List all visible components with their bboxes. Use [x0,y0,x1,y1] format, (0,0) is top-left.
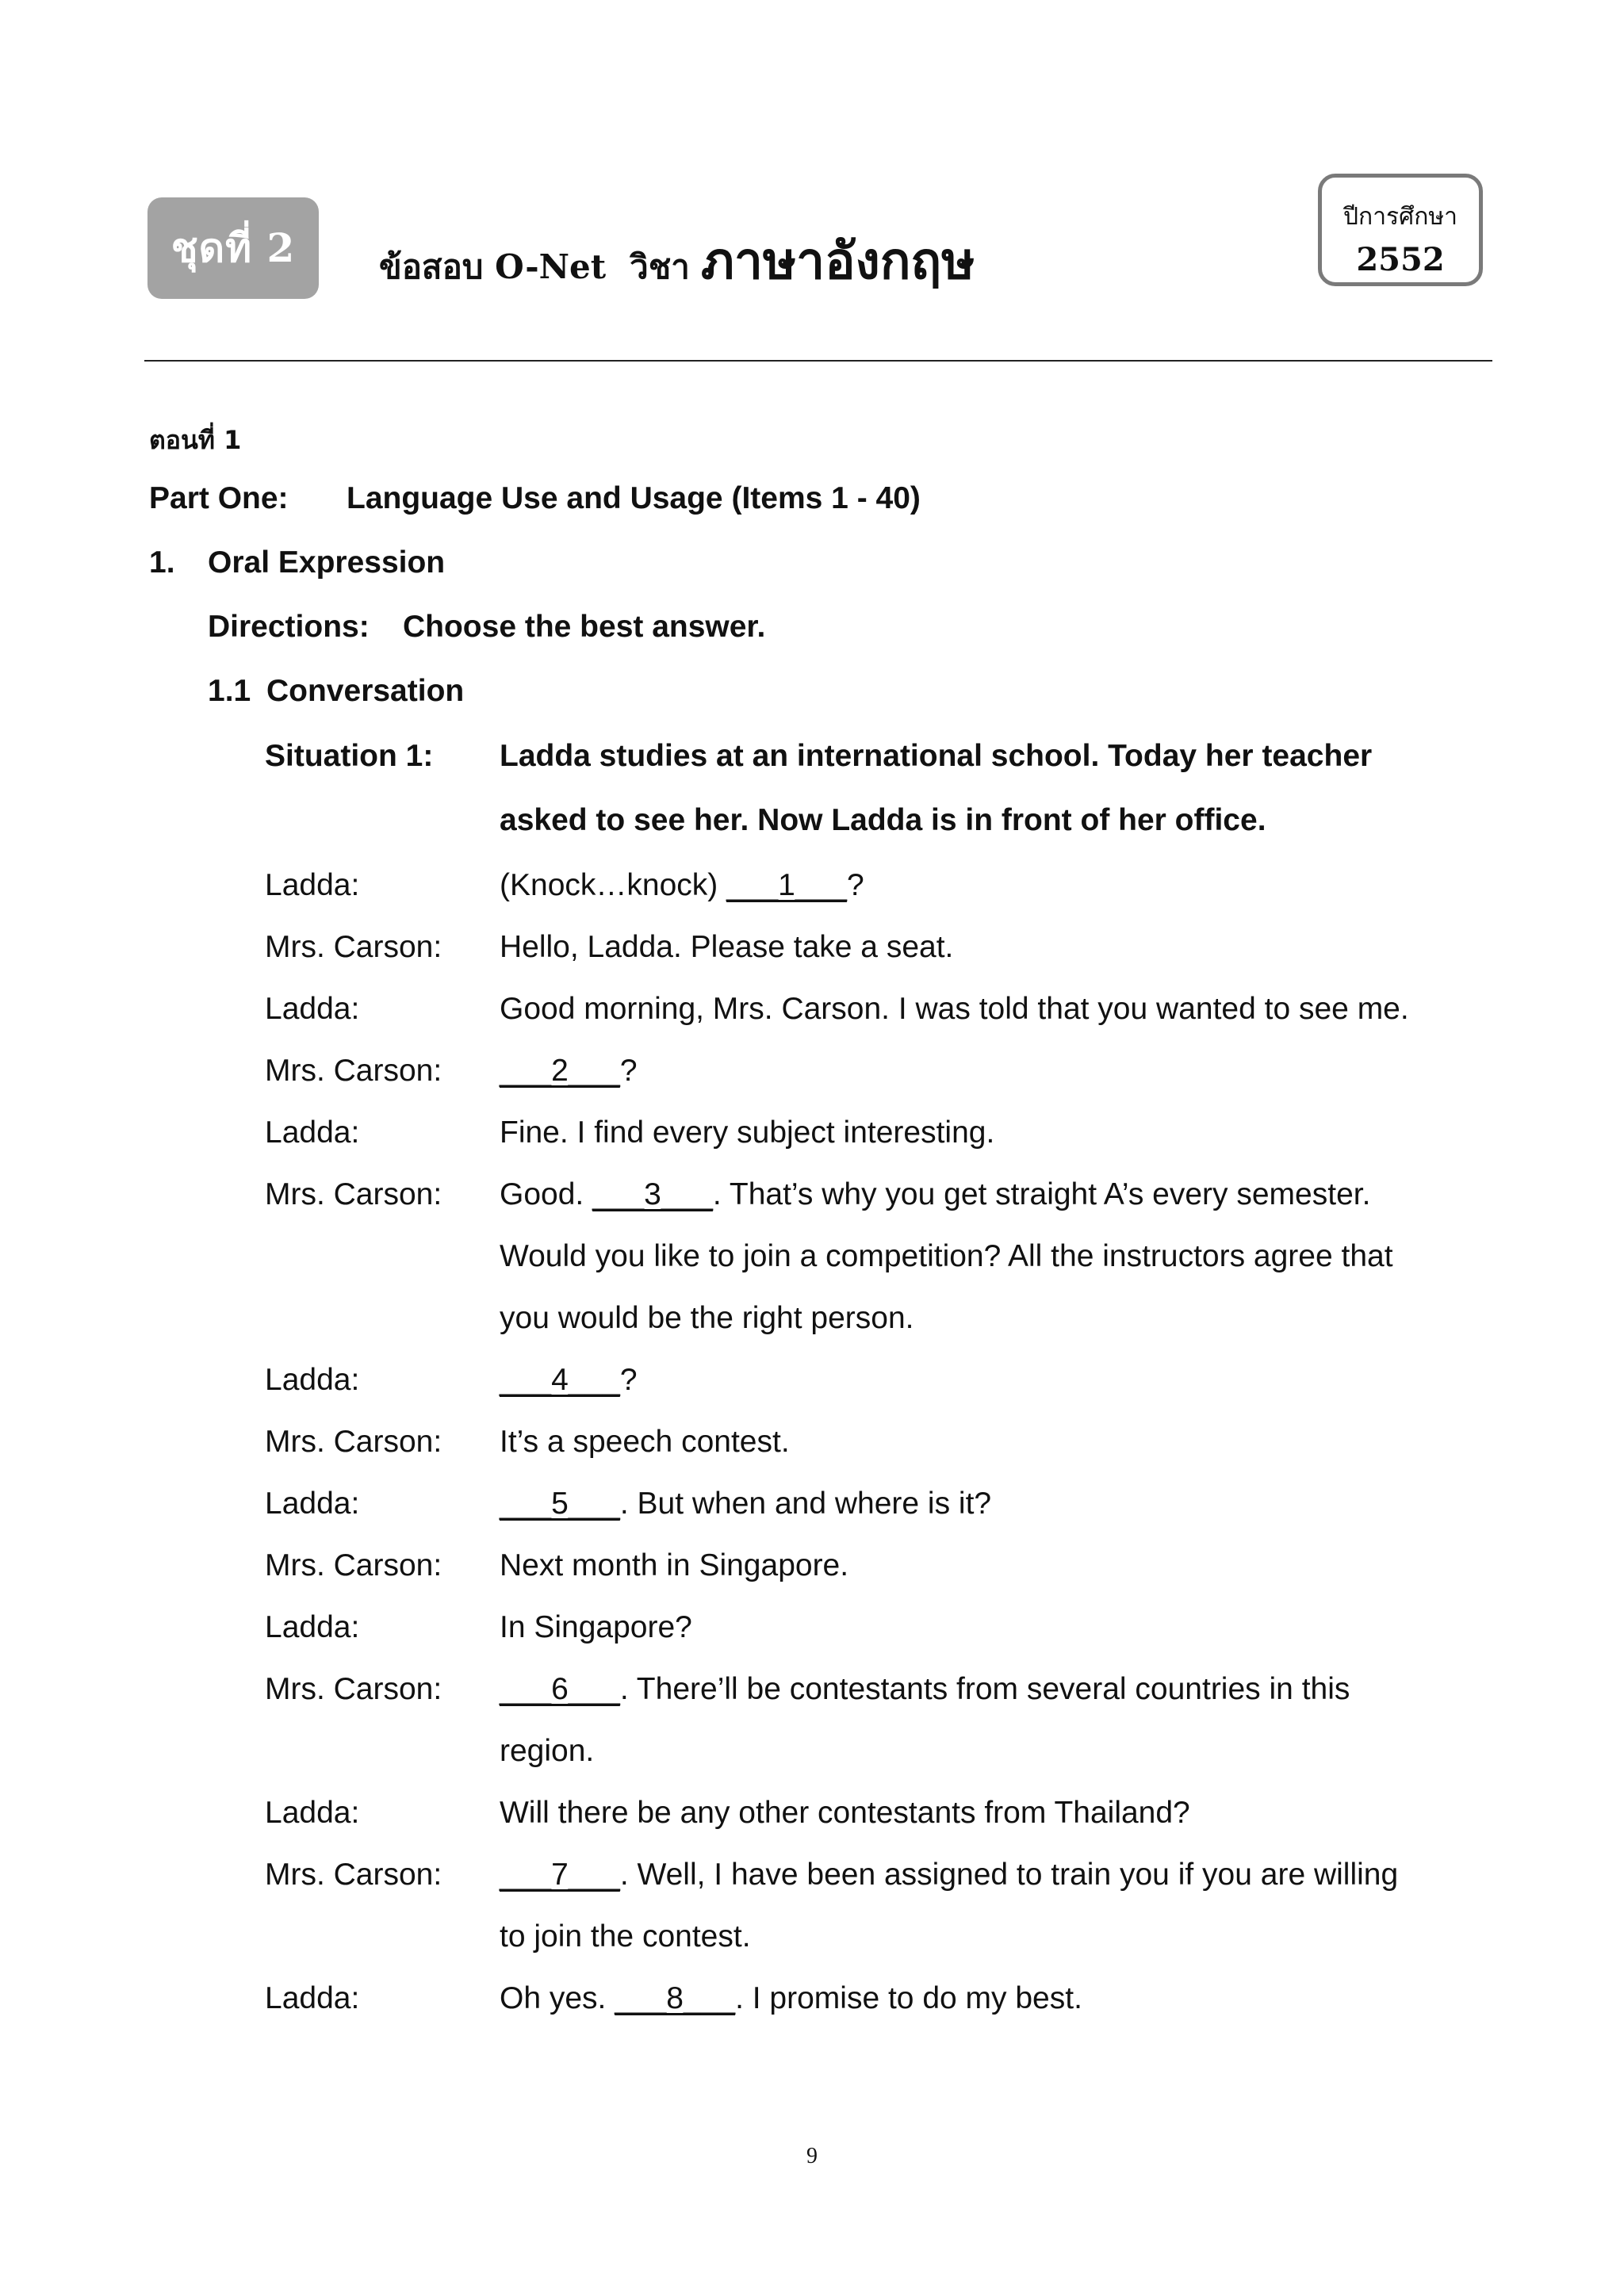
utterance: ___5___. But when and where is it? [500,1487,992,1521]
exam-title [379,220,975,300]
speaker-name: Ladda: [265,1796,360,1830]
thai-part-label: ตอนที่ 1 [149,425,242,455]
page-number: 9 [806,2144,818,2168]
utterance: ___2___? [500,1054,638,1088]
answer-blank-7: ___7___ [500,1858,620,1892]
utterance: In Singapore? [500,1610,692,1644]
academic-year-label: ปีการศึกษา [1343,203,1457,231]
subject-prefix: วิชา [630,247,690,286]
set-number-badge [147,197,319,299]
directions-text: Choose the best answer. [403,610,766,644]
set-number-label: ชุดที่ 2 [170,224,296,271]
speaker-name: Mrs. Carson: [265,1425,442,1459]
speaker-name: Mrs. Carson: [265,930,442,964]
utterance-continuation: Would you like to join a competition? All the instructors agree that [500,1239,1393,1273]
utterance: (Knock…knock) ___1___? [500,868,864,902]
utterance: It’s a speech contest. [500,1425,790,1459]
situation-text-line-2: asked to see her. Now Ladda is in front of her office. [500,803,1266,837]
item-number: 1. [149,545,175,580]
utterance: Hello, Ladda. Please take a seat. [500,930,954,964]
speaker-name: Mrs. Carson: [265,1858,442,1892]
speaker-name: Ladda: [265,992,360,1026]
answer-blank-5: ___5___ [500,1487,620,1521]
speaker-name: Ladda: [265,1363,360,1397]
item-title: Oral Expression [208,545,446,580]
speaker-name: Mrs. Carson: [265,1054,442,1088]
subsection-title: Conversation [266,674,465,708]
speaker-name: Ladda: [265,1981,360,2015]
situation-label: Situation 1: [265,739,434,773]
speaker-name: Mrs. Carson: [265,1177,442,1211]
utterance-continuation: region. [500,1734,595,1768]
situation-text-line-1: Ladda studies at an international school. Today her teacher [500,739,1373,773]
utterance-continuation: to join the contest. [500,1919,751,1954]
part-title: Language Use and Usage (Items 1 - 40) [347,481,921,515]
answer-blank-4: ___4___ [500,1363,620,1397]
utterance: ___7___. Well, I have been assigned to train you if you are willing [500,1858,1399,1892]
exam-label: ข้อสอบ O-Net [379,247,607,286]
academic-year-box [1318,174,1483,286]
speaker-name: Mrs. Carson: [265,1548,442,1582]
part-label: Part One: [149,481,289,515]
speaker-name: Ladda: [265,1115,360,1150]
speaker-name: Ladda: [265,1487,360,1521]
subject-name: ภาษาอังกฤษ [700,232,975,291]
utterance: ___6___. There’ll be contestants from several countries in this [500,1672,1350,1706]
utterance: Good morning, Mrs. Carson. I was told that you wanted to see me. [500,992,1409,1026]
utterance-continuation: you would be the right person. [500,1301,914,1335]
answer-blank-1: ___1___ [726,868,847,902]
answer-blank-3: ___3___ [592,1177,713,1211]
utterance: ___4___? [500,1363,638,1397]
utterance: Oh yes. ___8___. I promise to do my best. [500,1981,1082,2015]
answer-blank-2: ___2___ [500,1054,620,1088]
utterance: Good. ___3___. That’s why you get straight A’s every semester. [500,1177,1371,1211]
answer-blank-6: ___6___ [500,1672,620,1706]
speaker-name: Ladda: [265,868,360,902]
header-divider [144,360,1492,362]
speaker-name: Mrs. Carson: [265,1672,442,1706]
academic-year-value: 2552 [1356,241,1445,278]
utterance: Next month in Singapore. [500,1548,849,1582]
utterance: Will there be any other contestants from Thailand? [500,1796,1190,1830]
speaker-name: Ladda: [265,1610,360,1644]
answer-blank-8: ___8___ [615,1981,736,2015]
directions-label: Directions: [208,610,370,644]
utterance: Fine. I find every subject interesting. [500,1115,995,1150]
subsection-number: 1.1 [208,674,251,708]
